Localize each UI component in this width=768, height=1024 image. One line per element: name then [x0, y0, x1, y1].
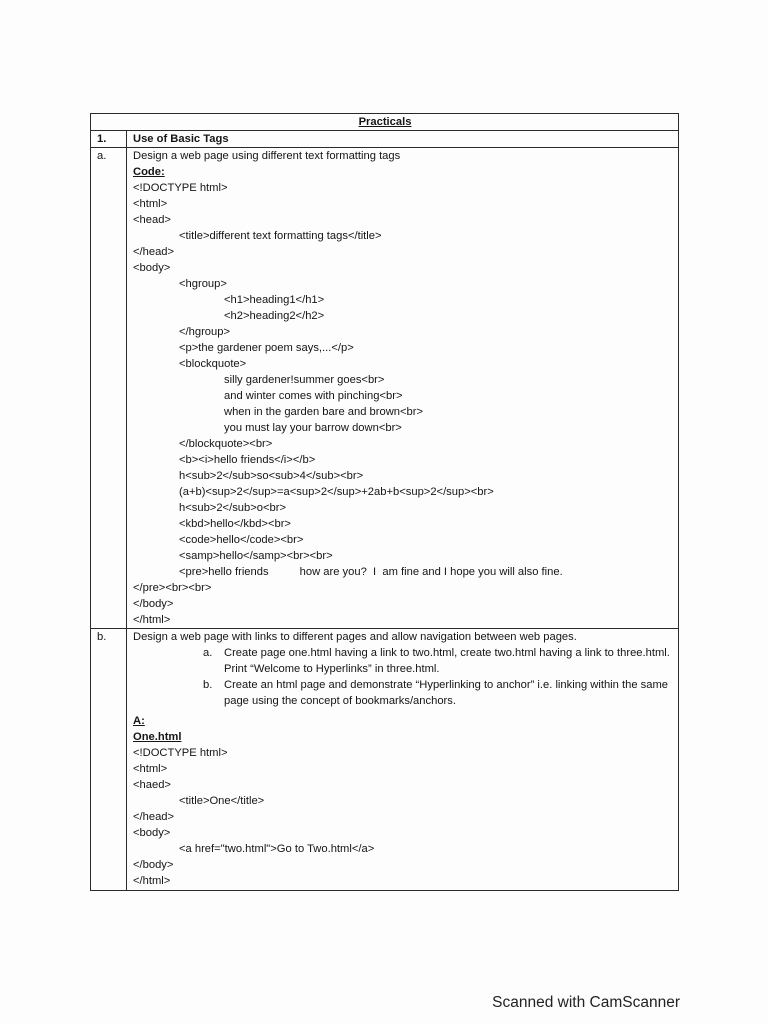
code-line: <html>	[133, 198, 168, 210]
code-line: <!DOCTYPE html>	[133, 747, 228, 759]
code-block-b	[133, 745, 673, 889]
code-label: Code:	[133, 166, 165, 178]
code-line: </hgroup>	[179, 326, 231, 338]
camscanner-watermark: Scanned with CamScanner	[492, 994, 680, 1011]
code-line: </head>	[133, 811, 175, 823]
code-line: <body>	[133, 262, 171, 274]
code-line: </blockquote><br>	[179, 438, 273, 450]
part-a-label: a.	[91, 148, 127, 629]
part-b-row	[91, 629, 679, 891]
code-line: </head>	[133, 246, 175, 258]
code-line: <pre>hello friends how are you? I am fine and I hope you will also fine.	[179, 566, 563, 578]
code-line: you must lay your barrow down<br>	[224, 422, 402, 434]
code-line: <body>	[133, 827, 171, 839]
code-line: <blockquote>	[179, 358, 247, 370]
task-item	[133, 645, 673, 677]
task-item-letter: b.	[203, 679, 213, 691]
code-line: <h1>heading1</h1>	[224, 294, 325, 306]
code-line: </html>	[133, 614, 171, 626]
part-b-label: b.	[91, 629, 127, 891]
part-a-row	[91, 148, 679, 629]
section-title: Use of Basic Tags	[127, 131, 679, 148]
task-item-letter: a.	[203, 647, 213, 659]
code-line: h<sub>2</sub>o<br>	[179, 502, 286, 514]
task-item-text: Create an html page and demonstrate “Hyperlinking to anchor” i.e. linking within the same page using the concept of bookmarks/anchors.	[224, 679, 669, 707]
code-line: </html>	[133, 875, 171, 887]
code-line: h<sub>2</sub>so<sub>4</sub><br>	[179, 470, 364, 482]
code-line: <html>	[133, 763, 168, 775]
code-line: <kbd>hello</kbd><br>	[179, 518, 291, 530]
code-line: </pre><br><br>	[133, 582, 212, 594]
part-b-heading: Design a web page with links to different pages and allow navigation between web pages.	[133, 631, 577, 643]
code-line: <title>One</title>	[179, 795, 265, 807]
file-label: One.html	[133, 731, 182, 743]
code-line: when in the garden bare and brown<br>	[224, 406, 424, 418]
code-line: <samp>hello</samp><br><br>	[179, 550, 333, 562]
code-line: <hgroup>	[179, 278, 227, 290]
part-a-heading: Design a web page using different text formatting tags	[133, 150, 401, 162]
code-line: <!DOCTYPE html>	[133, 182, 228, 194]
part-b-content	[127, 629, 679, 891]
code-line: <head>	[133, 214, 171, 226]
code-block-a	[133, 180, 673, 628]
code-line: <code>hello</code><br>	[179, 534, 304, 546]
title-row	[91, 114, 679, 131]
code-line: <p>the gardener poem says,...</p>	[179, 342, 354, 354]
task-list	[133, 645, 673, 709]
code-line: and winter comes with pinching<br>	[224, 390, 403, 402]
section-row	[91, 131, 679, 148]
practicals-table	[90, 113, 679, 891]
code-line: silly gardener!summer goes<br>	[224, 374, 385, 386]
code-line: <a href="two.html">Go to Two.html</a>	[179, 843, 375, 855]
code-line: <haed>	[133, 779, 171, 791]
code-line: </body>	[133, 859, 174, 871]
part-a-content	[127, 148, 679, 629]
code-line: (a+b)<sup>2</sup>=a<sup>2</sup>+2ab+b<sup>2</sup><br>	[179, 486, 494, 498]
answer-label: A:	[133, 715, 145, 727]
section-number: 1.	[91, 131, 127, 148]
task-item-text: Create page one.html having a link to two.html, create two.html having a link to three.html. Print “Welcome to Hyperlinks” in three.html.	[224, 647, 670, 675]
code-line: <h2>heading2</h2>	[224, 310, 325, 322]
code-line: <title>different text formatting tags</title>	[179, 230, 382, 242]
task-item	[133, 677, 673, 709]
table-title: Practicals	[91, 114, 679, 131]
code-line: <b><i>hello friends</i></b>	[179, 454, 316, 466]
code-line: </body>	[133, 598, 174, 610]
